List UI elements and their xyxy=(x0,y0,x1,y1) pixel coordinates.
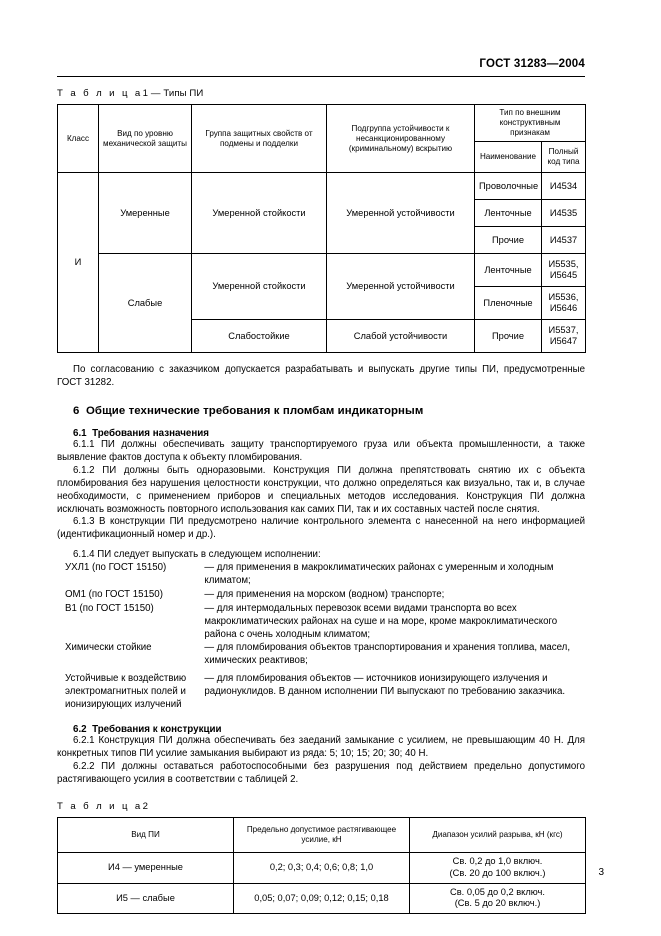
section-heading-6 xyxy=(57,405,585,417)
td-class-value: И xyxy=(58,173,99,353)
list-item xyxy=(57,669,585,713)
td-type-name: Ленточные xyxy=(475,200,542,227)
table2-header-row xyxy=(58,818,586,853)
variant-desc: — для применения в макроклиматических районах с умеренным и холодным климатом; xyxy=(204,562,554,587)
td-mech-1: Слабые xyxy=(99,254,192,353)
execution-variants-list xyxy=(57,562,585,713)
td-pi-kind: И5 — слабые xyxy=(58,883,234,913)
td-break-range-line2: (Св. 5 до 20 включ.) xyxy=(454,898,541,909)
variant-term: УХЛ1 (по ГОСТ 15150) xyxy=(65,562,167,574)
spacer xyxy=(57,542,585,549)
subsection-6-1-title: Требования назначения xyxy=(92,428,210,440)
clause-6-1-2: 6.1.2 ПИ должны быть одноразовыми. Конструкция ПИ должна препятствовать снятию их с объекта пломбирования без нарушения целостности конструкции, что должно определяться как визуально, так и, в случае необходимости, с применением приборов и специальных методов исследования. Конструкция ПИ должна исключать возможность повторного использования как самих ПИ, так и их составных частей после снятия. xyxy=(57,464,585,515)
td-type-name: Пленочные xyxy=(475,287,542,320)
running-header-standard-number: ГОСТ 31283—2004 xyxy=(479,58,585,70)
td-group-2: Слабостойкие xyxy=(192,320,327,353)
variant-desc: — для интермодальных перевозок всеми видами транспорта во всех макроклиматических районах на суше и на море, кроме макроклиматического района с очень холодным климатом; xyxy=(204,602,558,640)
th-pi-kind: Вид ПИ xyxy=(58,818,234,853)
td-group-1: Умеренной стойкости xyxy=(192,254,327,320)
variant-term: Устойчивые к воздействию электромагнитных полей и ионизирующих излучений xyxy=(65,673,187,711)
td-type-name: Ленточные xyxy=(475,254,542,287)
spacer xyxy=(57,417,585,428)
td-type-code: И4534 xyxy=(542,173,586,200)
td-subgroup-2: Слабой устойчивости xyxy=(327,320,475,353)
variant-term: В1 (по ГОСТ 15150) xyxy=(65,602,154,614)
td-group-0: Умеренной стойкости xyxy=(192,173,327,254)
td-type-code: И5537, И5647 xyxy=(542,320,586,353)
th-class: Класс xyxy=(58,105,99,173)
td-subgroup-1: Умеренной устойчивости xyxy=(327,254,475,320)
table1-caption-dash: — xyxy=(150,88,161,99)
subsection-6-2-title: Требования к конструкции xyxy=(92,723,222,735)
td-type-name: Прочие xyxy=(475,227,542,254)
td-break-range xyxy=(410,883,586,913)
td-max-force: 0,2; 0,3; 0,4; 0,6; 0,8; 1,0 xyxy=(234,853,410,883)
table-row xyxy=(58,853,586,883)
table1-caption xyxy=(57,88,585,99)
page-number: 3 xyxy=(598,867,604,878)
table-row xyxy=(58,883,586,913)
spacer xyxy=(57,786,585,801)
variant-desc: — для пломбирования объектов транспортирования и хранения топлива, масел, химических реактивов; xyxy=(204,642,571,667)
td-type-code: И4537 xyxy=(542,227,586,254)
th-resistance-subgroup: Подгруппа устойчивости к несанкционированному (криминальному) вскрытию xyxy=(327,105,475,173)
table1-header-row xyxy=(58,105,586,142)
table1-caption-number: 1 xyxy=(142,88,149,99)
table-pi-types xyxy=(57,104,586,353)
td-max-force: 0,05; 0,07; 0,09; 0,12; 0,15; 0,18 xyxy=(234,883,410,913)
th-max-tensile-force: Предельно допустимое растягивающее усилие, кН xyxy=(234,818,410,853)
clause-6-2-1: 6.2.1 Конструкция ПИ должна обеспечивать без заеданий замыкание с усилием, не превышающим 40 Н. Для конкретных типов ПИ усилие замыкания выбирают из ряда: 5; 10; 15; 20; 30; 40 Н. xyxy=(57,734,585,759)
td-type-name: Прочие xyxy=(475,320,542,353)
td-type-code: И5535, И5645 xyxy=(542,254,586,287)
td-mech-0: Умеренные xyxy=(99,173,192,254)
list-item xyxy=(57,562,585,589)
td-type-code: И5536, И5646 xyxy=(542,287,586,320)
td-type-name: Проволочные xyxy=(475,173,542,200)
subsection-6-2-number: 6.2 xyxy=(73,723,87,735)
clause-6-2-2: 6.2.2 ПИ должны оставаться работоспособными без разрушения под действием предельно допустимого растягивающего усилия в соответствии с таблицей 2. xyxy=(57,760,585,785)
subsection-heading-6-1 xyxy=(57,428,585,439)
table2-caption xyxy=(57,801,585,812)
th-mech-protection: Вид по уровню механической защиты xyxy=(99,105,192,173)
list-item xyxy=(57,603,585,643)
td-pi-kind: И4 — умеренные xyxy=(58,853,234,883)
spacer xyxy=(57,390,585,405)
section-6-title: Общие технические требования к пломбам индикаторным xyxy=(85,405,424,418)
th-break-force-range: Диапазон усилий разрыва, кН (кгс) xyxy=(410,818,586,853)
paragraph-after-table1: По согласованию с заказчиком допускается разрабатывать и выпускать другие типы ПИ, предусмотренные ГОСТ 31282. xyxy=(57,364,585,389)
td-break-range-line1: Св. 0,2 до 1,0 включ. xyxy=(452,856,543,867)
table1-caption-title: Типы ПИ xyxy=(163,88,204,99)
spacer xyxy=(57,713,585,724)
clause-6-1-4: 6.1.4 ПИ следует выпускать в следующем исполнении: xyxy=(73,549,321,561)
variant-desc: — для пломбирования объектов — источников ионизирующего излучения и радионуклидов. В данном исполнении ПИ выпускают по требованию заказчика. xyxy=(204,673,566,698)
variant-term: ОМ1 (по ГОСТ 15150) xyxy=(65,588,163,600)
variant-desc: — для применения на морском (водном) транспорте; xyxy=(204,588,445,600)
td-type-code: И4535 xyxy=(542,200,586,227)
variant-term: Химически стойкие xyxy=(65,642,152,654)
section-6-number: 6 xyxy=(73,405,80,418)
td-subgroup-0: Умеренной устойчивости xyxy=(327,173,475,254)
clause-6-1-3: 6.1.3 В конструкции ПИ предусмотрено наличие контрольного элемента с нанесенной на него информацией (идентификационный номер и др.). xyxy=(57,516,585,541)
table2-caption-number: 2 xyxy=(142,801,149,813)
td-break-range-line2: (Св. 20 до 100 включ.) xyxy=(449,868,546,879)
subsection-6-1-number: 6.1 xyxy=(73,428,87,440)
th-name: Наименование xyxy=(475,142,542,173)
spacer xyxy=(57,353,585,364)
header-rule xyxy=(57,76,585,77)
subsection-heading-6-2 xyxy=(57,724,585,735)
td-break-range-line1: Св. 0,05 до 0,2 включ. xyxy=(450,886,545,897)
table2-caption-label: Т а б л и ц а xyxy=(57,801,143,813)
th-protective-group: Группа защитных свойств от подмены и подделки xyxy=(192,105,327,173)
th-external-type: Тип по внешним конструктивным признакам xyxy=(475,105,586,142)
list-item xyxy=(57,642,585,669)
clause-6-1-1: 6.1.1 ПИ должны обеспечивать защиту транспортируемого груза или объекта промышленности, а также выявление фактов доступа к объекту пломбирования. xyxy=(57,439,585,463)
th-full-code: Полный код типа xyxy=(542,142,586,173)
table-row xyxy=(58,254,586,287)
table1-caption-label: Т а б л и ц а xyxy=(57,88,143,99)
table-row xyxy=(58,173,586,200)
list-item xyxy=(57,589,585,603)
page-content xyxy=(57,88,585,914)
td-break-range xyxy=(410,853,586,883)
table-tensile-forces xyxy=(57,817,586,913)
